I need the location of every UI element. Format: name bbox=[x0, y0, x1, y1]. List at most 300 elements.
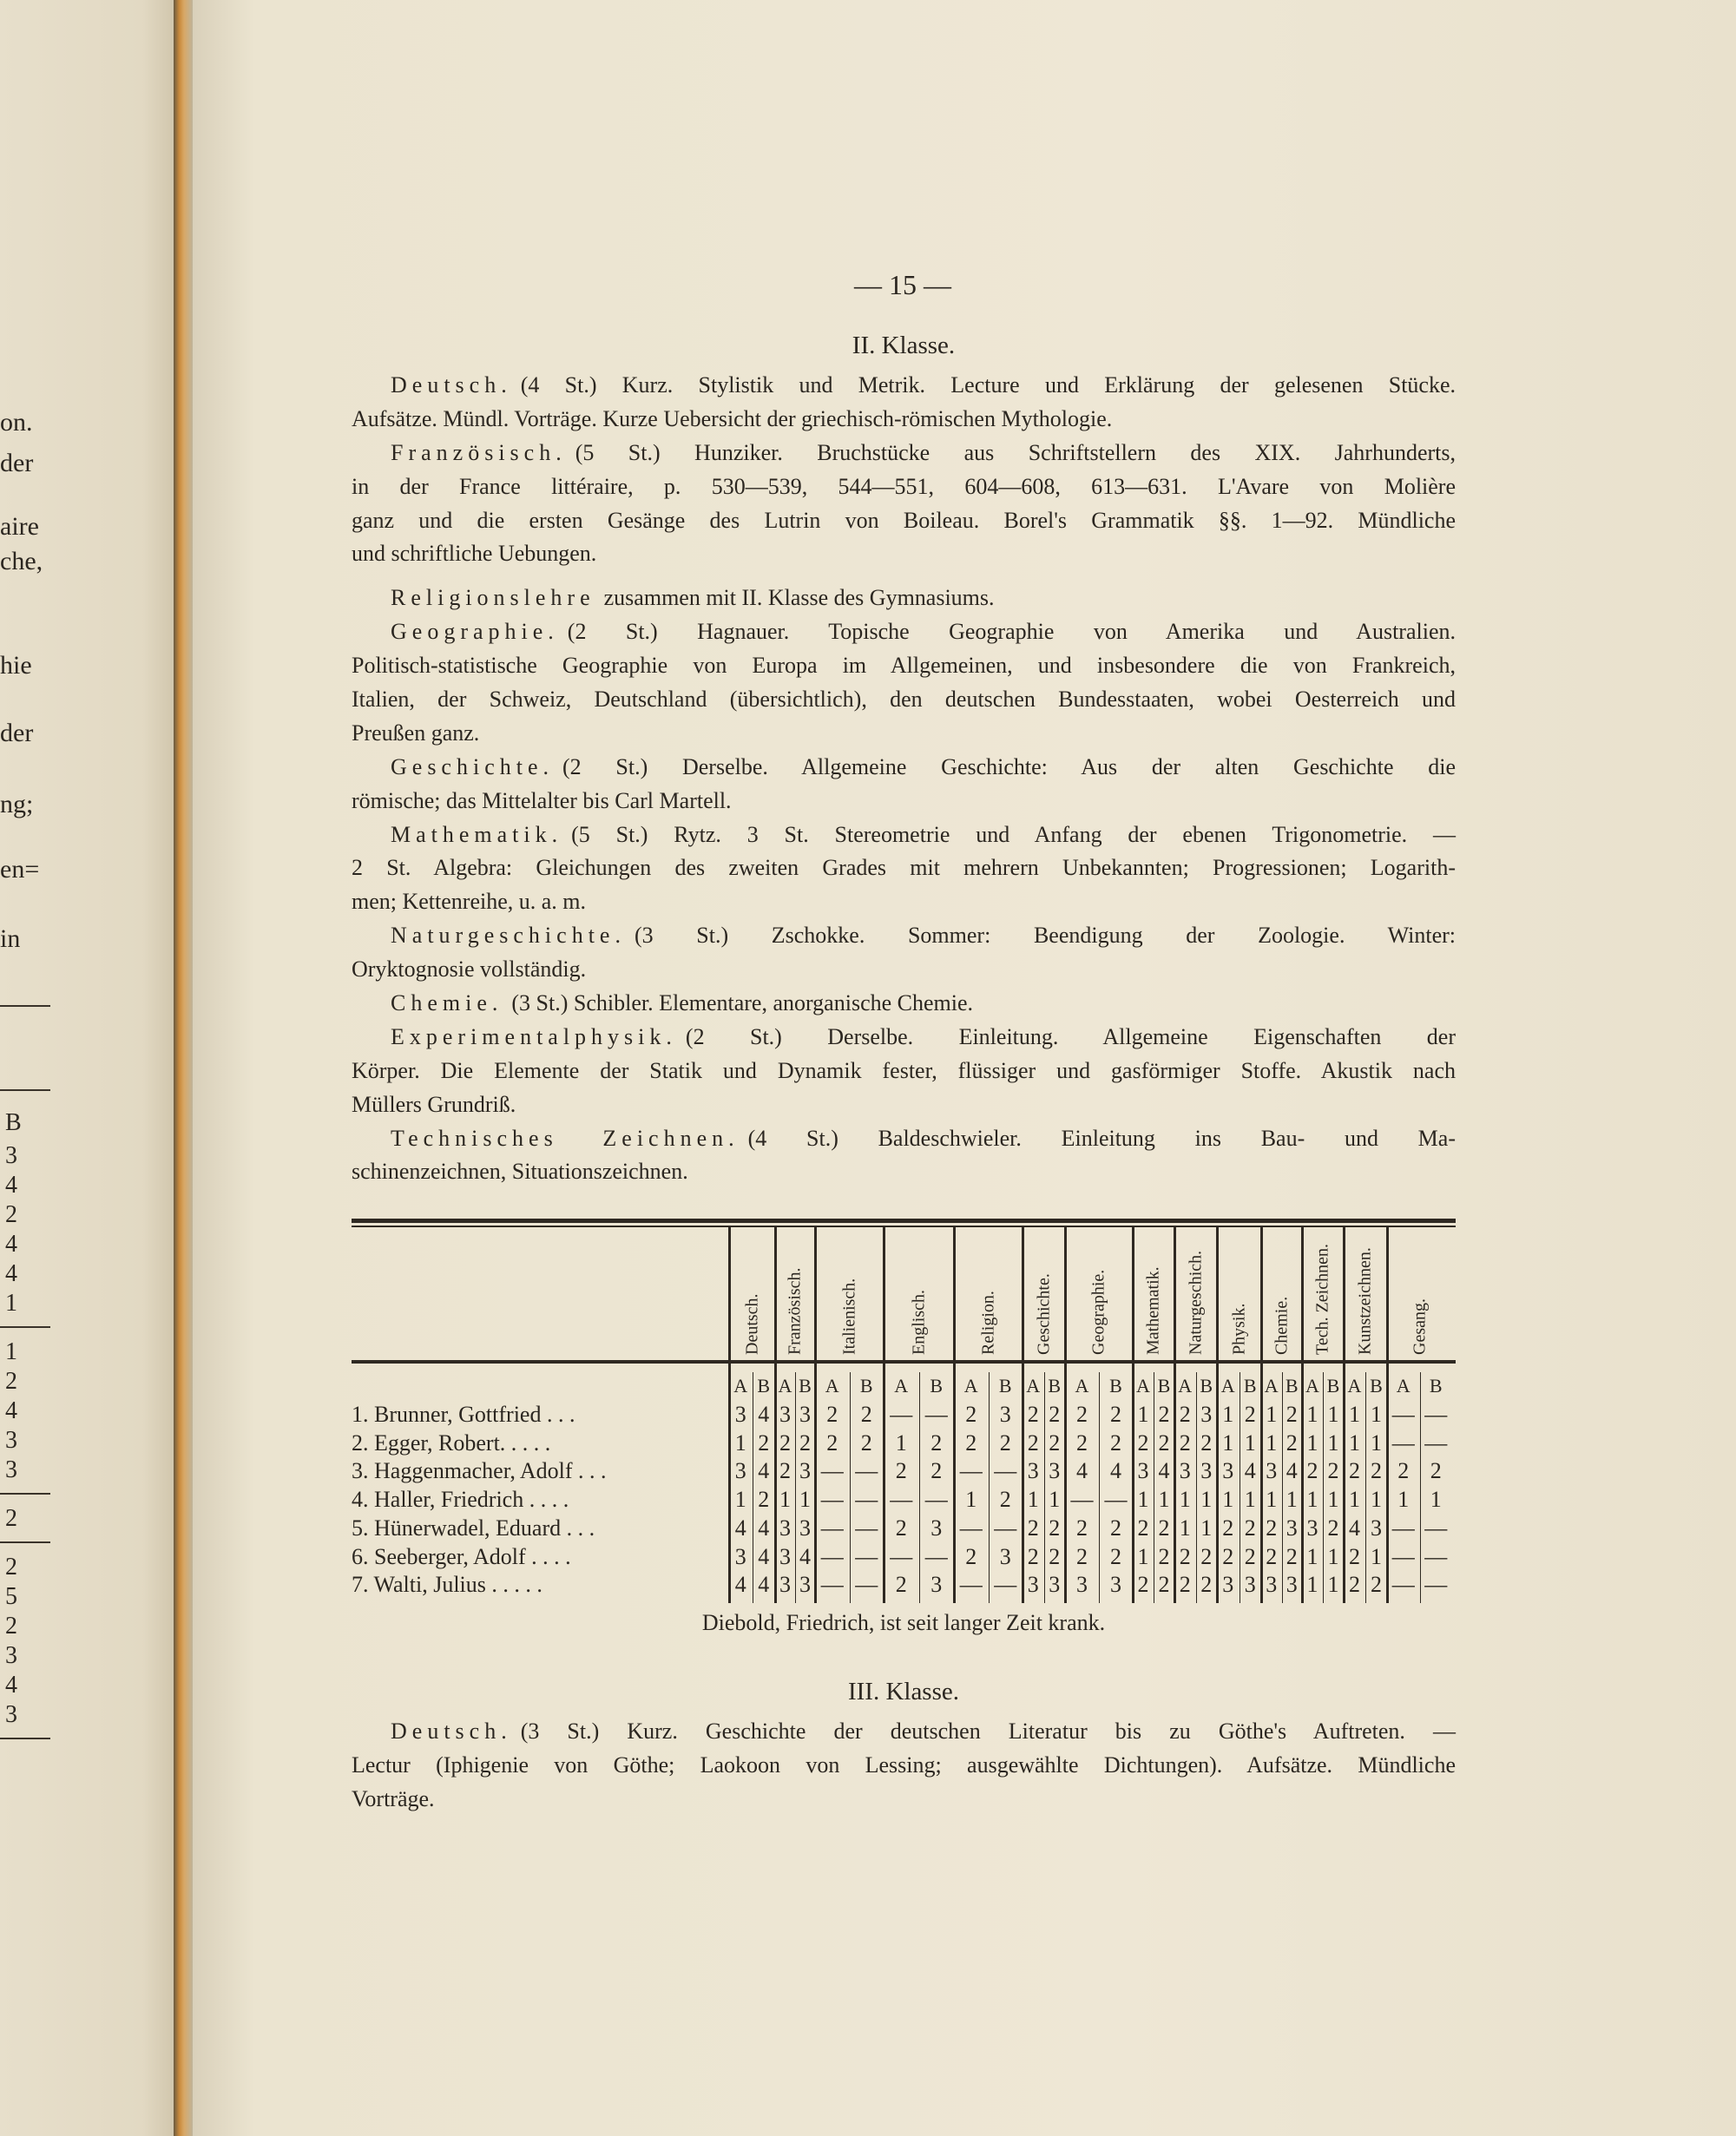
text-line bbox=[352, 851, 1456, 885]
line-text: ganz und die ersten Gesänge des Lutrin von Boileau. Borel's Grammatik §§. 1—92. Mündliche bbox=[352, 507, 1456, 533]
grade-cell: 2 bbox=[1179, 1429, 1191, 1456]
grade-cell: — bbox=[855, 1458, 878, 1484]
grade-cell: 1 bbox=[1327, 1572, 1339, 1598]
grade-cell: 1 bbox=[779, 1487, 791, 1513]
grade-cell: — bbox=[820, 1543, 844, 1569]
grade-cell: 3 bbox=[1266, 1458, 1278, 1484]
ab-subheader: A bbox=[1264, 1375, 1279, 1397]
ab-subheader: B bbox=[799, 1375, 812, 1397]
line-text: Aufsätze. Mündl. Vorträge. Kurze Uebersicht der griechisch-römischen Mythologie. bbox=[352, 405, 1113, 431]
ab-subheader: B bbox=[757, 1375, 771, 1397]
line-text: (2 St.) Derselbe. Allgemeine Geschichte: Aus der alten Geschichte die bbox=[562, 753, 1456, 779]
grade-cell: 2 bbox=[1158, 1429, 1170, 1456]
subject-column-header bbox=[1387, 1226, 1452, 1360]
subject-label: Englisch. bbox=[909, 1290, 928, 1355]
grade-cell: 3 bbox=[1110, 1572, 1121, 1598]
text-line bbox=[352, 1055, 1456, 1088]
left-page-grade: 4 bbox=[5, 1260, 17, 1287]
grade-cell: — bbox=[1104, 1487, 1128, 1513]
grade-cell: 2 bbox=[930, 1458, 943, 1484]
subject-column-header bbox=[1302, 1226, 1344, 1360]
left-page-grade: 3 bbox=[5, 1456, 17, 1483]
grade-cell: 2 bbox=[1327, 1458, 1339, 1484]
left-page-grade: 2 bbox=[5, 1368, 17, 1395]
grade-cell: 1 bbox=[1349, 1487, 1360, 1513]
text-line bbox=[352, 437, 1456, 470]
grade-cell: 3 bbox=[1266, 1572, 1278, 1598]
line-text: (5 St.) Hunziker. Bruchstücke aus Schriftstellern des XIX. Jahrhunderts, bbox=[575, 439, 1456, 465]
ab-subheader: A bbox=[1396, 1375, 1410, 1397]
grade-cell: 3 bbox=[1200, 1402, 1213, 1428]
grade-cell: 2 bbox=[758, 1487, 770, 1513]
grade-cell: 1 bbox=[1222, 1402, 1234, 1428]
grade-cell: 1 bbox=[1200, 1487, 1213, 1513]
subject-label: Physik. bbox=[1229, 1303, 1248, 1355]
text-line bbox=[352, 1122, 1456, 1156]
table-header-rule bbox=[352, 1360, 1456, 1364]
subject-heading: Experimentalphysik. bbox=[391, 1023, 677, 1049]
subject-label: Geschichte. bbox=[1034, 1273, 1053, 1355]
left-page-grade: 2 bbox=[5, 1613, 17, 1640]
ab-subheader: B bbox=[1243, 1375, 1257, 1397]
subject-label: Geographie. bbox=[1088, 1269, 1108, 1355]
line-text: Preußen ganz. bbox=[352, 720, 480, 746]
grade-cell: 2 bbox=[799, 1429, 811, 1456]
grade-cell: 3 bbox=[734, 1543, 746, 1569]
grade-cell: 1 bbox=[1306, 1543, 1318, 1569]
grade-cell: 2 bbox=[779, 1458, 791, 1484]
ab-subheader: A bbox=[963, 1375, 978, 1397]
grade-cell: 1 bbox=[1306, 1487, 1318, 1513]
ab-subheader: B bbox=[1326, 1375, 1340, 1397]
line-text: römische; das Mittelalter bis Carl Martell. bbox=[352, 787, 732, 813]
grade-cell: 3 bbox=[999, 1402, 1011, 1428]
text-line bbox=[352, 1155, 1456, 1189]
grade-cell: — bbox=[820, 1572, 844, 1598]
grade-cell: 2 bbox=[1286, 1543, 1298, 1569]
grade-cell: 4 bbox=[758, 1572, 770, 1598]
left-page-rule bbox=[0, 1738, 50, 1739]
line-text: Lectur (Iphigenie von Göthe; Laokoon von Lessing; ausgewählte Dichtungen). Aufsätze. Mündliche bbox=[352, 1752, 1456, 1778]
subject-column-header bbox=[954, 1226, 1023, 1360]
grade-cell: 2 bbox=[1137, 1515, 1149, 1541]
grade-cell: 1 bbox=[1049, 1487, 1061, 1513]
grade-cell: 2 bbox=[1244, 1402, 1256, 1428]
grade-cell: 1 bbox=[1137, 1487, 1149, 1513]
text-line bbox=[352, 1088, 1456, 1122]
grade-cell: 2 bbox=[1244, 1543, 1256, 1569]
text-line bbox=[352, 403, 1456, 437]
text-line bbox=[352, 885, 1456, 919]
grade-cell: 3 bbox=[1027, 1572, 1039, 1598]
student-name: 6. Seeberger, Adolf . . . . bbox=[352, 1543, 571, 1569]
grade-cell: — bbox=[890, 1487, 913, 1513]
subject-heading: Deutsch. bbox=[391, 1719, 512, 1744]
table-top-rule bbox=[352, 1219, 1456, 1223]
subject-heading: Geschichte. bbox=[391, 753, 555, 779]
text-line bbox=[352, 1783, 1456, 1817]
grade-cell: — bbox=[1424, 1515, 1448, 1541]
subject-column-header bbox=[1261, 1226, 1302, 1360]
line-text: (4 St.) Kurz. Stylistik und Metrik. Lecture und Erklärung der gelesenen Stücke. bbox=[520, 372, 1456, 398]
grade-cell: 1 bbox=[1222, 1487, 1234, 1513]
ab-subheader: A bbox=[894, 1375, 909, 1397]
grade-cell: 2 bbox=[1158, 1515, 1170, 1541]
grade-cell: 3 bbox=[1137, 1458, 1149, 1484]
subject-heading: Deutsch. bbox=[391, 372, 512, 398]
grade-cell: 2 bbox=[1110, 1402, 1121, 1428]
grade-cell: 4 bbox=[1349, 1515, 1360, 1541]
grade-cell: 2 bbox=[1027, 1515, 1039, 1541]
text-line bbox=[352, 683, 1456, 717]
grade-cell: 1 bbox=[1200, 1515, 1213, 1541]
grade-cell: 3 bbox=[1049, 1458, 1061, 1484]
left-page-rule bbox=[0, 1493, 50, 1495]
left-page-text-fragment: on. bbox=[0, 408, 33, 437]
subject-label: Französisch. bbox=[785, 1267, 805, 1355]
grade-cell: 2 bbox=[1286, 1402, 1298, 1428]
grade-cell: 1 bbox=[1027, 1487, 1039, 1513]
grade-cell: 2 bbox=[930, 1429, 943, 1456]
grade-cell: 3 bbox=[779, 1543, 791, 1569]
left-page-grade: 3 bbox=[5, 1642, 17, 1669]
line-text: men; Kettenreihe, u. a. m. bbox=[352, 889, 587, 915]
grade-cell: 3 bbox=[734, 1458, 746, 1484]
grade-cell: — bbox=[994, 1515, 1017, 1541]
line-text: (3 St.) Zschokke. Sommer: Beendigung der Zoologie. Winter: bbox=[634, 923, 1456, 949]
grade-cell: 3 bbox=[779, 1572, 791, 1598]
left-page-text-fragment: der bbox=[0, 719, 34, 747]
grade-cell: 3 bbox=[1027, 1458, 1039, 1484]
grade-cell: — bbox=[959, 1515, 983, 1541]
grade-cell: 1 bbox=[1266, 1402, 1278, 1428]
line-text: zusammen mit II. Klasse des Gymnasiums. bbox=[603, 585, 995, 611]
text-line bbox=[352, 504, 1456, 538]
grade-cell: — bbox=[1391, 1402, 1415, 1428]
ab-subheader: A bbox=[1305, 1375, 1319, 1397]
grade-cell: 2 bbox=[1076, 1429, 1088, 1456]
text-line bbox=[352, 987, 1456, 1021]
subject-heading: Chemie. bbox=[391, 990, 503, 1016]
ab-subheader: A bbox=[825, 1375, 839, 1397]
subject-column-header bbox=[1217, 1226, 1261, 1360]
grade-cell: 1 bbox=[1306, 1572, 1318, 1598]
grade-cell: 2 bbox=[965, 1543, 977, 1569]
ab-subheader: B bbox=[1370, 1375, 1383, 1397]
grade-cell: 2 bbox=[1110, 1515, 1121, 1541]
line-text: und schriftliche Uebungen. bbox=[352, 541, 597, 567]
left-page-grade: 2 bbox=[5, 1554, 17, 1581]
grade-cell: 1 bbox=[1266, 1429, 1278, 1456]
grade-cell: — bbox=[1391, 1515, 1415, 1541]
grade-cell: 3 bbox=[779, 1515, 791, 1541]
grade-cell: 1 bbox=[1286, 1487, 1298, 1513]
grade-cell: 1 bbox=[1371, 1402, 1382, 1428]
subject-heading: Mathematik. bbox=[391, 821, 563, 847]
student-name: 7. Walti, Julius . . . . . bbox=[352, 1572, 542, 1598]
subject-label: Religion. bbox=[978, 1291, 997, 1355]
left-page-grade: 4 bbox=[5, 1231, 17, 1258]
line-text: in der France littéraire, p. 530—539, 544—551, 604—608, 613—631. L'Avare von Molière bbox=[352, 473, 1456, 499]
grade-cell: 1 bbox=[1306, 1402, 1318, 1428]
grade-cell: 4 bbox=[758, 1515, 770, 1541]
ab-subheader: A bbox=[778, 1375, 792, 1397]
left-page-text-fragment: ng; bbox=[0, 790, 34, 818]
grade-cell: 1 bbox=[1430, 1487, 1442, 1513]
ab-subheader: A bbox=[1026, 1375, 1041, 1397]
paragraph-gap bbox=[352, 571, 1456, 582]
grade-cell: 1 bbox=[734, 1487, 746, 1513]
grade-cell: 2 bbox=[895, 1515, 907, 1541]
grade-cell: 3 bbox=[1371, 1515, 1382, 1541]
ab-subheader: A bbox=[1178, 1375, 1193, 1397]
line-text: Oryktognosie vollständig. bbox=[352, 956, 587, 983]
grade-cell: 2 bbox=[1110, 1429, 1121, 1456]
text-line bbox=[352, 1021, 1456, 1055]
subject-column-header bbox=[729, 1226, 775, 1360]
line-text: Körper. Die Elemente der Statik und Dynamik fester, flüssiger und gasförmiger Stoffe. Akustik nach bbox=[352, 1057, 1456, 1083]
grade-cell: 2 bbox=[1027, 1429, 1039, 1456]
left-page-grade: 4 bbox=[5, 1672, 17, 1699]
grade-cell: — bbox=[890, 1402, 913, 1428]
left-page-grade: 1 bbox=[5, 1290, 17, 1317]
grade-cell: 1 bbox=[1327, 1402, 1339, 1428]
grade-cell: 3 bbox=[1049, 1572, 1061, 1598]
grade-cell: 2 bbox=[1110, 1543, 1121, 1569]
subject-label: Kunstzeichnen. bbox=[1355, 1247, 1375, 1355]
grade-cell: 1 bbox=[965, 1487, 977, 1513]
ab-subheader: A bbox=[1136, 1375, 1150, 1397]
grade-cell: — bbox=[959, 1458, 983, 1484]
grade-cell: 1 bbox=[1371, 1543, 1382, 1569]
line-text: Politisch-statistische Geographie von Europa im Allgemeinen, und insbesondere die von Frankreich, bbox=[352, 653, 1456, 679]
table-note: Diebold, Friedrich, ist seit langer Zeit krank. bbox=[701, 1610, 1106, 1635]
grade-cell: 2 bbox=[965, 1429, 977, 1456]
grade-cell: 2 bbox=[1286, 1429, 1298, 1456]
grade-cell: 2 bbox=[1049, 1429, 1061, 1456]
left-page-fragment bbox=[0, 0, 178, 2136]
grade-cell: 3 bbox=[1222, 1458, 1234, 1484]
grade-cell: — bbox=[1424, 1543, 1448, 1569]
grade-cell: — bbox=[855, 1543, 878, 1569]
subject-label: Italienisch. bbox=[839, 1278, 858, 1355]
left-page-grade: 4 bbox=[5, 1172, 17, 1199]
ab-subheader: A bbox=[1347, 1375, 1362, 1397]
text-line bbox=[352, 717, 1456, 751]
student-name: 1. Brunner, Gottfried . . . bbox=[352, 1402, 575, 1428]
text-line bbox=[352, 953, 1456, 987]
text-line bbox=[352, 919, 1456, 953]
ab-subheader: B bbox=[1048, 1375, 1062, 1397]
grade-cell: 2 bbox=[1371, 1572, 1382, 1598]
grade-cell: 2 bbox=[999, 1429, 1011, 1456]
left-page-rule bbox=[0, 1005, 50, 1007]
grade-cell: 2 bbox=[1200, 1429, 1213, 1456]
subject-column-header bbox=[1065, 1226, 1133, 1360]
grade-cell: 2 bbox=[1430, 1458, 1442, 1484]
ab-subheader: B bbox=[1109, 1375, 1122, 1397]
ab-subheader: B bbox=[930, 1375, 944, 1397]
grade-cell: 3 bbox=[799, 1458, 811, 1484]
text-line bbox=[352, 470, 1456, 504]
grade-cell: — bbox=[820, 1515, 844, 1541]
grade-cell: — bbox=[1070, 1487, 1094, 1513]
grade-cell: 2 bbox=[895, 1572, 907, 1598]
grade-cell: 2 bbox=[1137, 1429, 1149, 1456]
grade-cell: 2 bbox=[1327, 1515, 1339, 1541]
grade-cell: 2 bbox=[1244, 1515, 1256, 1541]
left-page-grade: 3 bbox=[5, 1427, 17, 1454]
subject-heading: Religionslehre bbox=[391, 585, 595, 611]
subject-column-header bbox=[1344, 1226, 1387, 1360]
grade-cell: 1 bbox=[1179, 1487, 1191, 1513]
grade-cell: 2 bbox=[895, 1458, 907, 1484]
grade-cell: 2 bbox=[1306, 1458, 1318, 1484]
grade-cell: 3 bbox=[930, 1572, 943, 1598]
grade-cell: — bbox=[994, 1458, 1017, 1484]
grade-cell: 3 bbox=[930, 1515, 943, 1541]
grade-cell: 2 bbox=[758, 1429, 770, 1456]
grade-cell: 3 bbox=[1076, 1572, 1088, 1598]
ab-subheader: B bbox=[998, 1375, 1012, 1397]
section-title-class-ii: II. Klasse. bbox=[852, 332, 956, 359]
line-text: (3 St.) Schibler. Elementare, anorganische Chemie. bbox=[511, 990, 974, 1016]
subject-label: Naturgeschich. bbox=[1186, 1250, 1205, 1355]
text-line bbox=[352, 1749, 1456, 1783]
ab-subheader: A bbox=[1220, 1375, 1235, 1397]
grade-cell: 1 bbox=[799, 1487, 811, 1513]
text-line bbox=[352, 1715, 1456, 1749]
grade-cell: — bbox=[890, 1543, 913, 1569]
grade-cell: 1 bbox=[1244, 1487, 1256, 1513]
ab-subheader: B bbox=[1200, 1375, 1213, 1397]
grade-cell: 2 bbox=[1076, 1515, 1088, 1541]
grade-cell: 4 bbox=[1110, 1458, 1121, 1484]
grade-cell: 2 bbox=[1371, 1458, 1382, 1484]
left-page-text-fragment: hie bbox=[0, 651, 32, 680]
grade-cell: — bbox=[1424, 1402, 1448, 1428]
ab-subheader: B bbox=[1285, 1375, 1299, 1397]
grade-cell: — bbox=[1424, 1429, 1448, 1456]
line-text: Vorträge. bbox=[352, 1785, 435, 1811]
grade-cell: — bbox=[994, 1572, 1017, 1598]
grade-cell: 3 bbox=[1286, 1515, 1298, 1541]
text-line bbox=[352, 615, 1456, 649]
subject-label: Deutsch. bbox=[742, 1293, 761, 1355]
left-page-grade: 5 bbox=[5, 1583, 17, 1610]
ab-subheader: B bbox=[1429, 1375, 1443, 1397]
grade-cell: 1 bbox=[1179, 1515, 1191, 1541]
ab-subheader: A bbox=[733, 1375, 748, 1397]
grade-cell: 3 bbox=[1306, 1515, 1318, 1541]
grade-cell: 1 bbox=[1327, 1543, 1339, 1569]
line-text: schinenzeichnen, Situationszeichnen. bbox=[352, 1159, 688, 1185]
grade-cell: 2 bbox=[1076, 1543, 1088, 1569]
ab-subheader: B bbox=[1157, 1375, 1171, 1397]
subject-column-header bbox=[884, 1226, 954, 1360]
grade-cell: 2 bbox=[1200, 1543, 1213, 1569]
grade-cell: 2 bbox=[826, 1429, 838, 1456]
grade-cell: 2 bbox=[1200, 1572, 1213, 1598]
grade-cell: 1 bbox=[1137, 1402, 1149, 1428]
subject-label: Tech. Zeichnen. bbox=[1312, 1244, 1332, 1355]
text-line bbox=[352, 818, 1456, 852]
subject-heading: Geographie. bbox=[391, 619, 559, 645]
grade-cell: 1 bbox=[734, 1429, 746, 1456]
grade-cell: 1 bbox=[1371, 1429, 1382, 1456]
subject-heading: Naturgeschichte. bbox=[391, 923, 626, 949]
grade-cell: 2 bbox=[999, 1487, 1011, 1513]
grade-cell: 4 bbox=[1286, 1458, 1298, 1484]
student-name: 4. Haller, Friedrich . . . . bbox=[352, 1487, 569, 1513]
subject-label: Chemie. bbox=[1272, 1296, 1291, 1355]
text-line bbox=[352, 537, 1456, 571]
left-page-text-fragment: der bbox=[0, 449, 34, 477]
grade-cell: 1 bbox=[1266, 1487, 1278, 1513]
grade-cell: 2 bbox=[965, 1402, 977, 1428]
text-line bbox=[352, 751, 1456, 785]
grade-cell: 2 bbox=[860, 1429, 872, 1456]
grade-cell: 1 bbox=[1306, 1429, 1318, 1456]
grade-cell: — bbox=[924, 1402, 948, 1428]
left-page-rule bbox=[0, 1089, 50, 1091]
grade-cell: 2 bbox=[1179, 1402, 1191, 1428]
subject-column-header bbox=[815, 1226, 884, 1360]
grade-cell: 4 bbox=[734, 1572, 746, 1598]
section-title-class-iii: III. Klasse. bbox=[847, 1678, 960, 1706]
grade-cell: 2 bbox=[1349, 1458, 1360, 1484]
grade-cell: — bbox=[820, 1458, 844, 1484]
subject-column-header bbox=[1133, 1226, 1174, 1360]
student-name: 2. Egger, Robert. . . . . bbox=[352, 1429, 551, 1456]
left-page-rule bbox=[0, 1326, 50, 1328]
grade-cell: 3 bbox=[799, 1402, 811, 1428]
text-line bbox=[352, 649, 1456, 683]
left-page-grade: 2 bbox=[5, 1505, 17, 1532]
grade-cell: 2 bbox=[1266, 1515, 1278, 1541]
text-line bbox=[352, 369, 1456, 403]
grade-cell: 4 bbox=[1076, 1458, 1088, 1484]
grade-cell: 2 bbox=[1179, 1543, 1191, 1569]
line-text: (4 St.) Baldeschwieler. Einleitung ins Bau- und Ma- bbox=[747, 1125, 1456, 1151]
grade-cell: 1 bbox=[1327, 1429, 1339, 1456]
grade-cell: 2 bbox=[1158, 1572, 1170, 1598]
grade-cell: 4 bbox=[758, 1402, 770, 1428]
page-number: — 15 — bbox=[854, 269, 951, 300]
grade-cell: 3 bbox=[799, 1572, 811, 1598]
subject-column-header bbox=[775, 1226, 815, 1360]
grade-cell: 4 bbox=[734, 1515, 746, 1541]
class-iii-curriculum bbox=[352, 1715, 1456, 1817]
line-text: (5 St.) Rytz. 3 St. Stereometrie und Anfang der ebenen Trigonometrie. — bbox=[571, 821, 1456, 847]
grade-cell: 2 bbox=[860, 1402, 872, 1428]
student-name: 5. Hünerwadel, Eduard . . . bbox=[352, 1515, 595, 1541]
class-ii-curriculum bbox=[352, 369, 1456, 1189]
grade-cell: — bbox=[855, 1572, 878, 1598]
text-line bbox=[352, 785, 1456, 818]
grade-cell: 3 bbox=[1222, 1572, 1234, 1598]
grade-cell: 2 bbox=[1158, 1543, 1170, 1569]
grade-cell: 2 bbox=[1222, 1543, 1234, 1569]
grade-cell: 4 bbox=[758, 1458, 770, 1484]
grade-cell: — bbox=[1391, 1429, 1415, 1456]
grade-cell: 1 bbox=[1349, 1429, 1360, 1456]
grade-cell: 2 bbox=[1349, 1543, 1360, 1569]
left-page-grade: 2 bbox=[5, 1201, 17, 1228]
grade-cell: 2 bbox=[1049, 1402, 1061, 1428]
grade-cell: 3 bbox=[799, 1515, 811, 1541]
subject-heading: Französisch. bbox=[391, 439, 567, 465]
